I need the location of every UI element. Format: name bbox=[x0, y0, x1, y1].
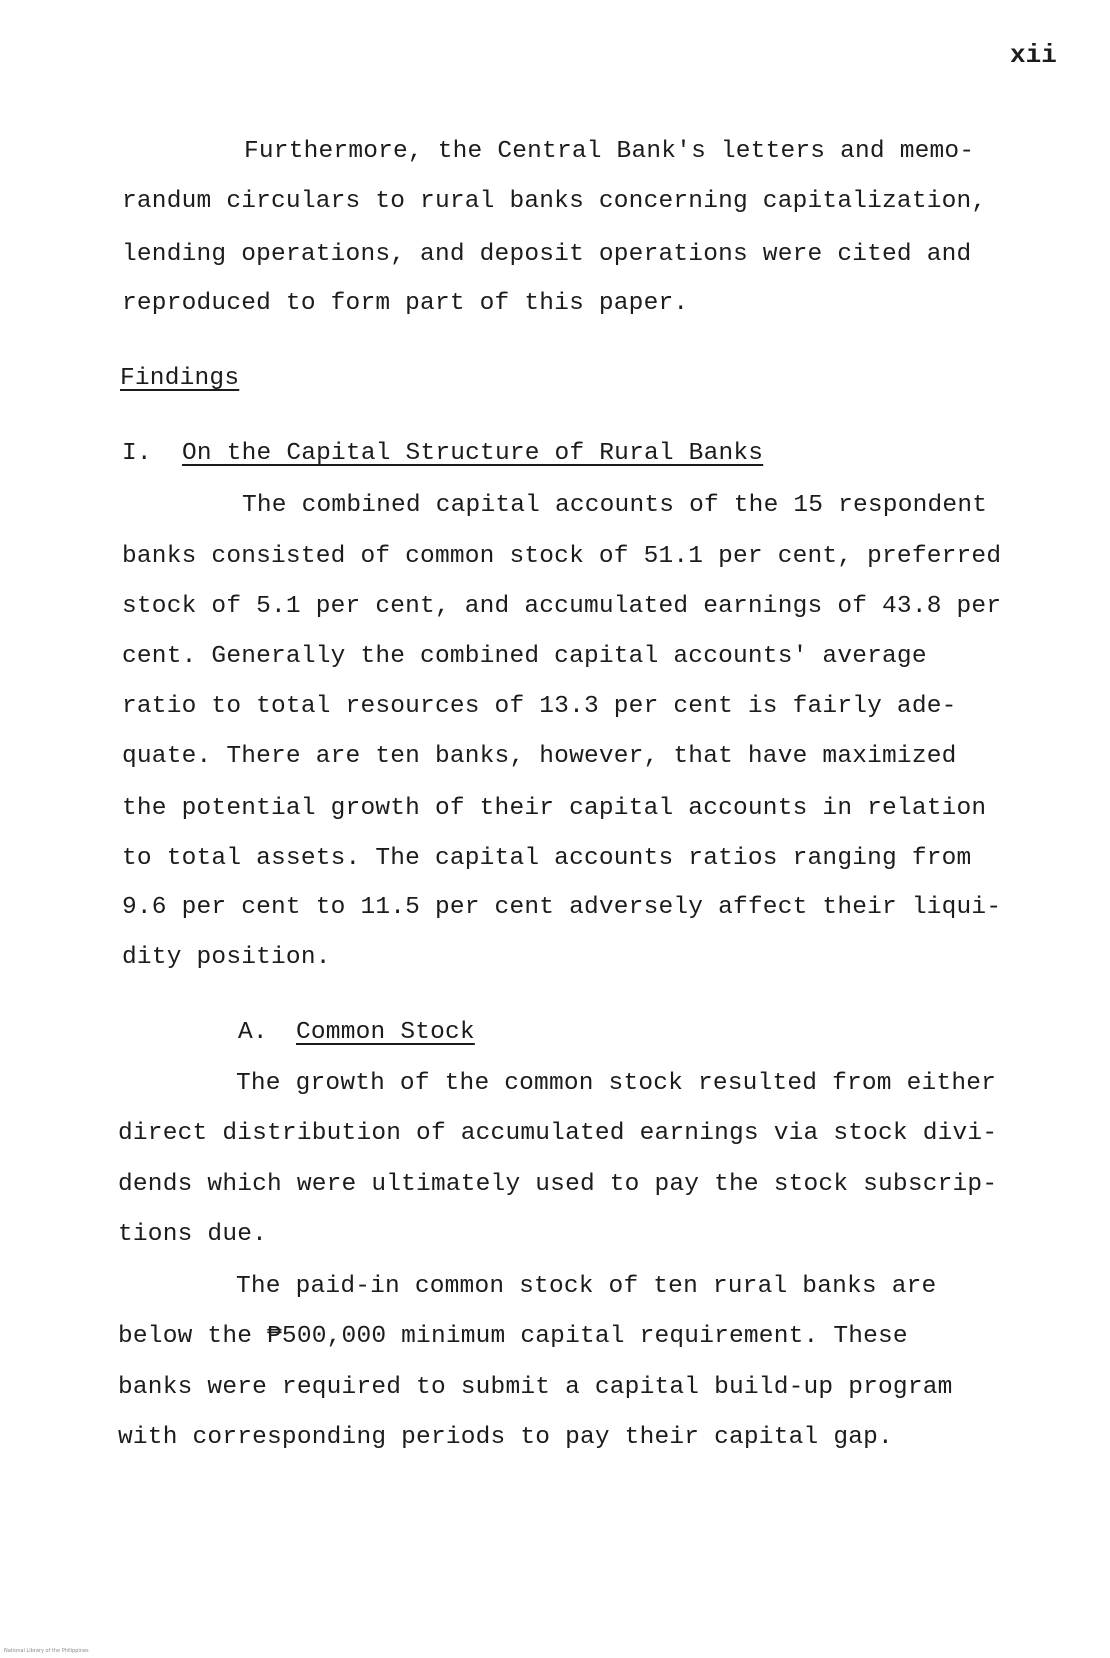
subsection-a-p2-line-4: with corresponding periods to pay their capital gap. bbox=[118, 1424, 893, 1451]
section-1-number: I. bbox=[122, 440, 152, 467]
subsection-a-p2-line-1: The paid-in common stock of ten rural banks are bbox=[236, 1273, 937, 1300]
subsection-a-p2-line-3: banks were required to submit a capital build-up program bbox=[118, 1374, 953, 1401]
page-number: xii bbox=[1010, 40, 1057, 70]
intro-line-1: Furthermore, the Central Bank's letters and memo- bbox=[244, 138, 975, 165]
subsection-a-letter: A. bbox=[238, 1019, 268, 1046]
subsection-a-p1-line-4: tions due. bbox=[118, 1221, 268, 1248]
section-1-line-7: the potential growth of their capital accounts in relation bbox=[122, 795, 987, 822]
section-1-line-5: ratio to total resources of 13.3 per cent is fairly ade- bbox=[122, 693, 957, 720]
section-1-line-8: to total assets. The capital accounts ratios ranging from bbox=[122, 845, 972, 872]
subsection-a-p1-line-1: The growth of the common stock resulted from either bbox=[236, 1070, 997, 1097]
subsection-a-p2-line-2: below the ₱500,000 minimum capital requirement. These bbox=[118, 1323, 908, 1350]
section-1-line-10: dity position. bbox=[122, 944, 331, 971]
library-footer-text: National Library of the Philippines bbox=[4, 1648, 89, 1654]
section-1-line-1: The combined capital accounts of the 15 respondent bbox=[242, 492, 988, 519]
intro-line-3: lending operations, and deposit operations were cited and bbox=[122, 241, 972, 268]
section-1-line-6: quate. There are ten banks, however, that have maximized bbox=[122, 743, 957, 770]
section-1-line-9: 9.6 per cent to 11.5 per cent adversely affect their liqui- bbox=[122, 894, 1002, 921]
subsection-a-p1-line-2: direct distribution of accumulated earnings via stock divi- bbox=[118, 1120, 998, 1147]
subsection-a-title: Common Stock bbox=[296, 1019, 475, 1046]
section-1-line-3: stock of 5.1 per cent, and accumulated earnings of 43.8 per bbox=[122, 593, 1002, 620]
findings-heading: Findings bbox=[120, 365, 240, 392]
section-1-line-2: banks consisted of common stock of 51.1 per cent, preferred bbox=[122, 543, 1002, 570]
section-1-line-4: cent. Generally the combined capital accounts' average bbox=[122, 643, 927, 670]
section-1-title: On the Capital Structure of Rural Banks bbox=[182, 440, 764, 467]
intro-line-4: reproduced to form part of this paper. bbox=[122, 290, 689, 317]
intro-line-2: randum circulars to rural banks concerning capitalization, bbox=[122, 188, 987, 215]
subsection-a-p1-line-3: dends which were ultimately used to pay the stock subscrip- bbox=[118, 1171, 998, 1198]
